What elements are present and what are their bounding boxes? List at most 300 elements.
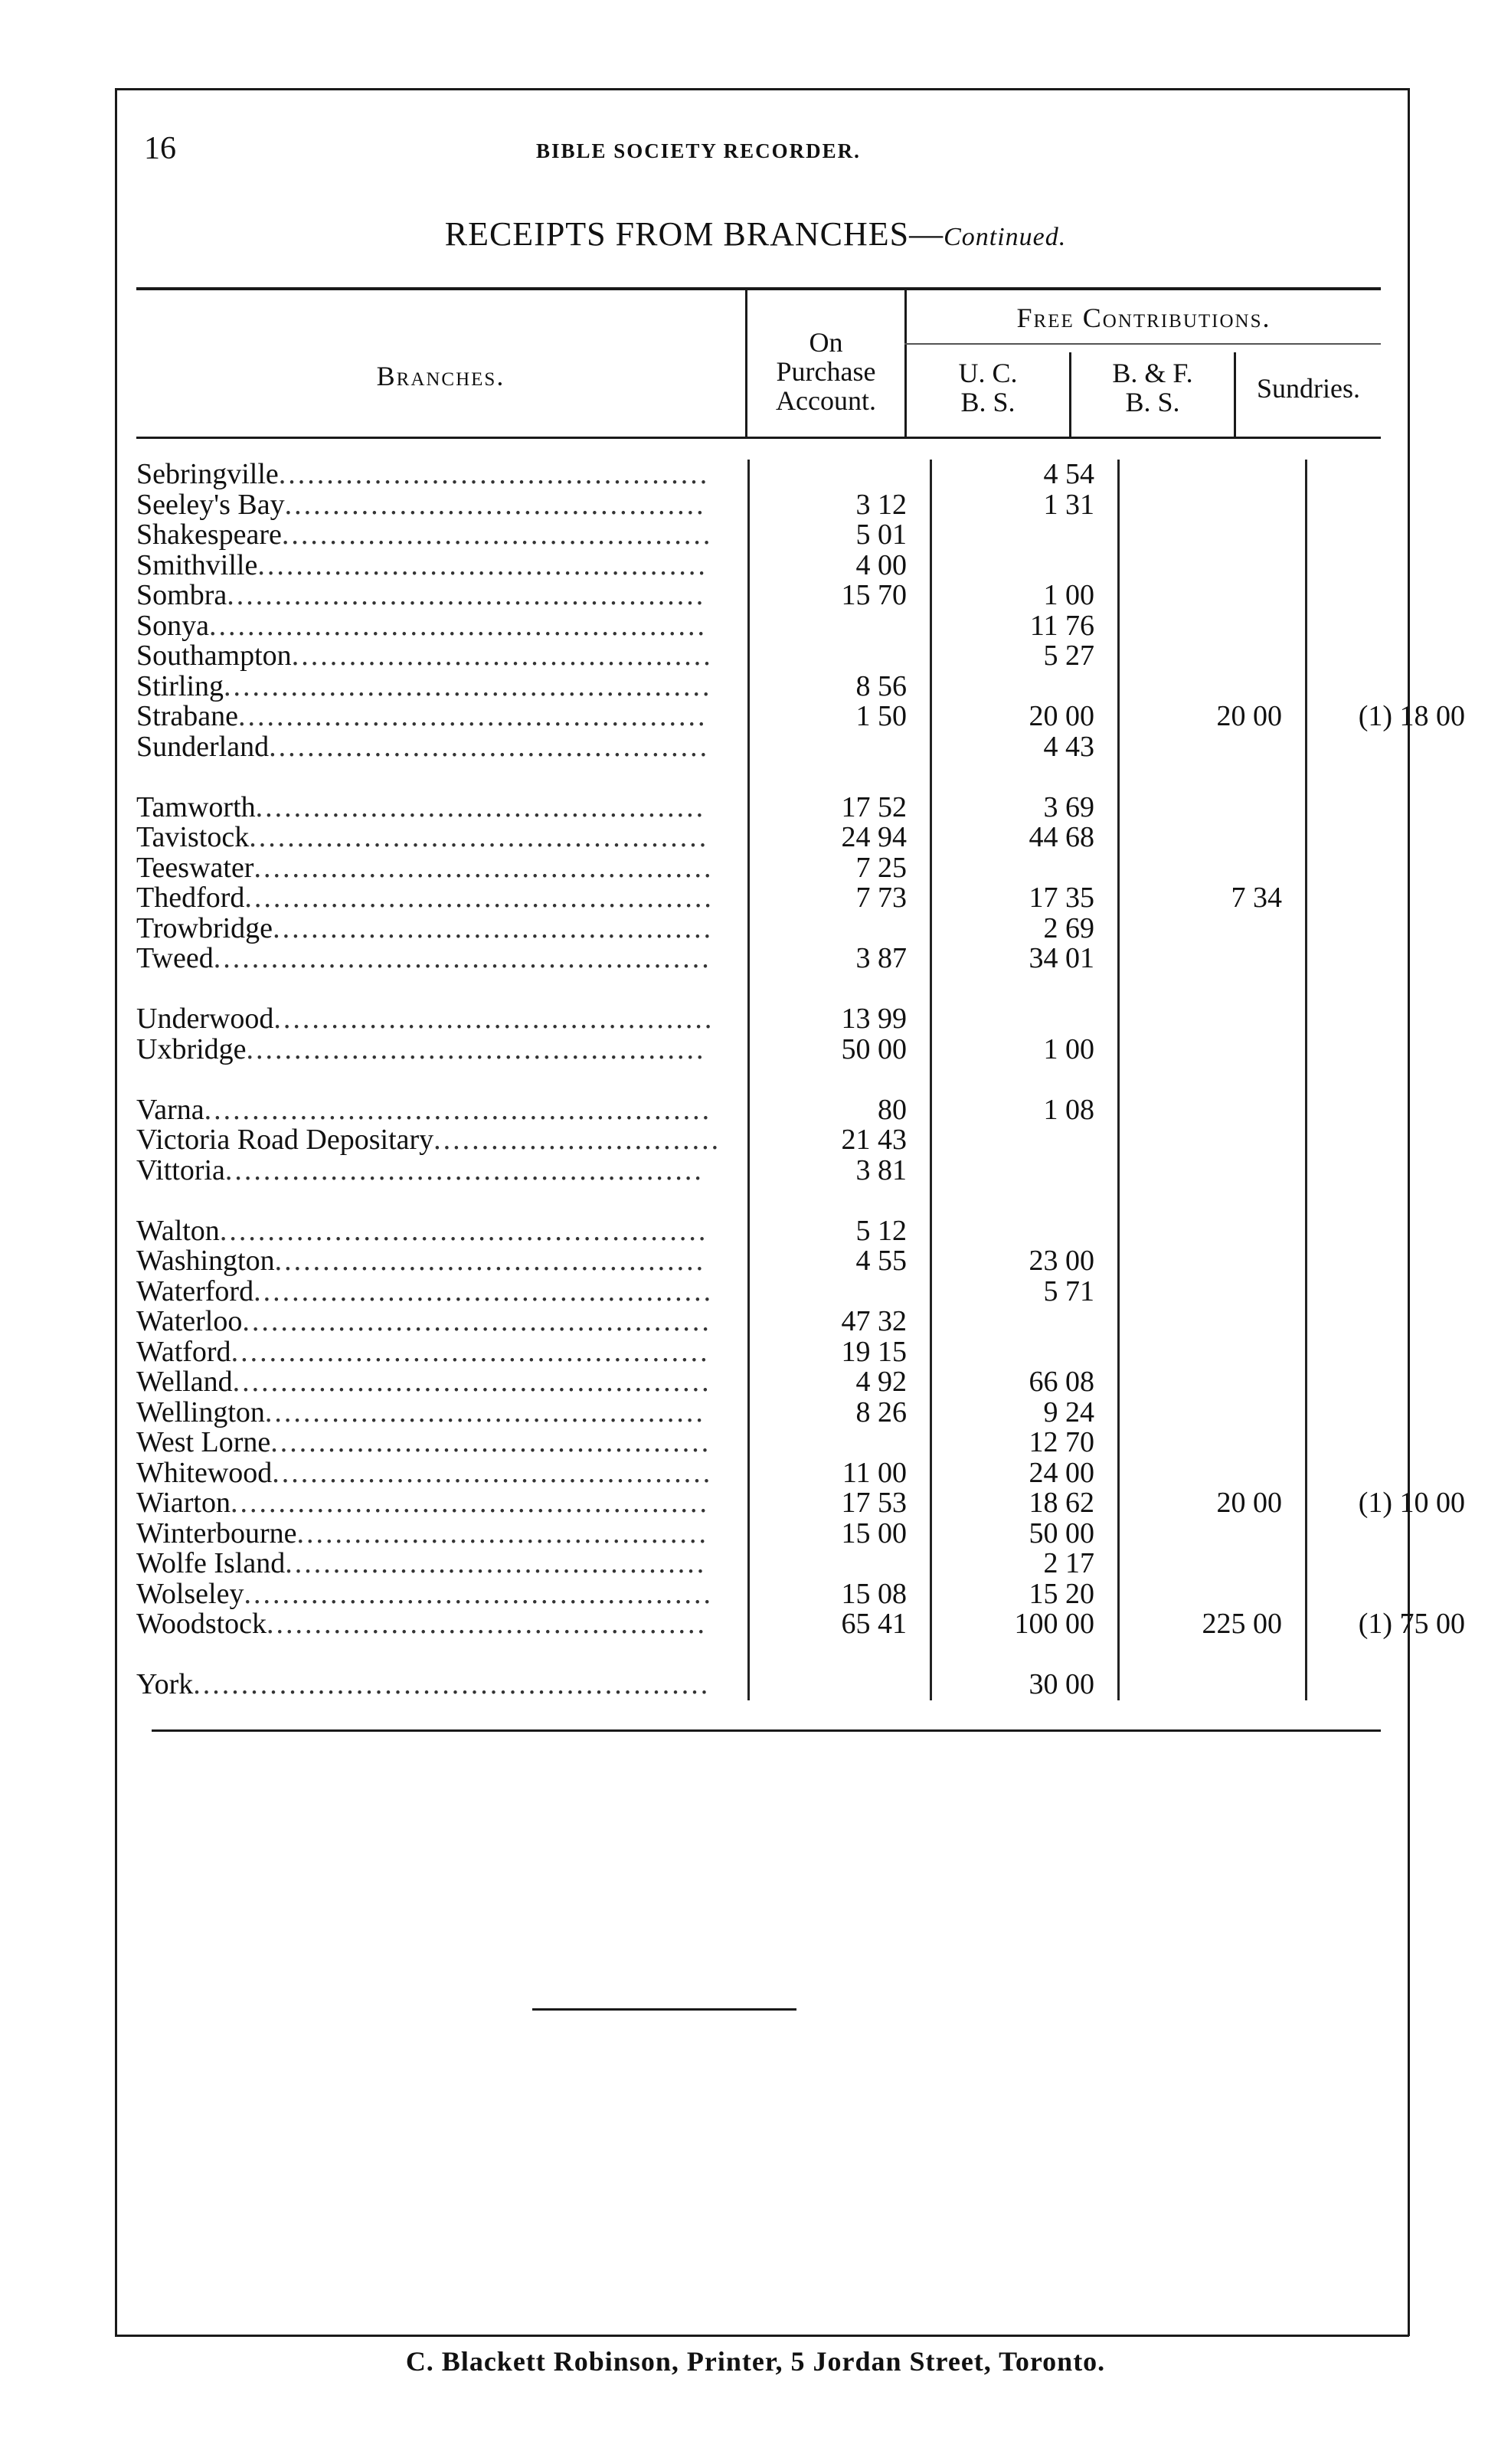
sundries-cell [1307,551,1489,581]
branch-cell [136,1216,749,1247]
section-title-main: RECEIPTS FROM BRANCHES— [444,215,944,253]
table-row [136,1337,1488,1368]
purchase-cell: 8 56 [749,672,931,702]
ucbs-cell: 4 43 [931,732,1119,763]
sundries-cell [1307,1670,1489,1700]
sundries-cell [1307,883,1489,914]
bfbs-cell [1119,1095,1307,1126]
purchase-cell: 13 99 [749,1004,931,1035]
leader-dots: .................................................... [213,944,711,974]
group-spacer [136,762,1488,793]
column-bfbs [1071,358,1234,417]
bfbs-cell [1119,1307,1307,1337]
table-row [136,1125,1488,1156]
leader-dots: ................................................. [237,702,708,732]
spacer-cell [136,974,749,1005]
spacer-cell [1307,762,1489,793]
branch-name: Southampton [136,641,292,672]
branch-name: Trowbridge [136,913,273,944]
sundries-cell [1307,1004,1489,1035]
section-title [0,214,1511,254]
branch-name: Stirling [136,671,224,702]
table-row [136,1035,1488,1065]
sundries-cell [1307,1307,1489,1337]
table-row [136,823,1488,853]
ucbs-cell [931,1004,1119,1035]
branch-cell [136,853,749,884]
leader-dots: .............................................. [273,1004,715,1035]
branch-cell [136,490,749,521]
bfbs-cell: 20 00 [1119,702,1307,732]
leader-dots: ................................................ [246,1034,706,1065]
purchase-cell [749,1277,931,1307]
purchase-cell: 15 70 [749,581,931,611]
bfbs-cell [1119,641,1307,672]
ucbs-cell: 1 00 [931,581,1119,611]
table-row [136,490,1488,521]
column-ucbs-line1: U. C. [958,358,1018,388]
sundries-cell [1307,1458,1489,1489]
sundries-cell: (1) 75 00 [1307,1609,1489,1640]
purchase-cell: 8 26 [749,1398,931,1428]
branch-name: Welland [136,1367,233,1398]
sundries-cell [1307,1519,1489,1549]
branch-cell [136,1307,749,1337]
purchase-cell: 11 00 [749,1458,931,1489]
leader-dots: .................................................. [232,1367,711,1398]
table-row [136,883,1488,914]
branch-cell [136,1035,749,1065]
branch-cell [136,1609,749,1640]
branch-name: Thedford [136,883,245,914]
purchase-cell: 3 87 [749,944,931,974]
ucbs-cell: 20 00 [931,702,1119,732]
ucbs-cell: 5 71 [931,1277,1119,1307]
spacer-cell [1119,1065,1307,1095]
ucbs-cell: 2 17 [931,1549,1119,1579]
purchase-cell [749,732,931,763]
branch-cell [136,1398,749,1428]
sundries-cell [1307,793,1489,823]
spacer-cell [1307,1186,1489,1216]
branch-cell [136,883,749,914]
bfbs-cell [1119,1035,1307,1065]
group-spacer [136,1186,1488,1216]
spacer-cell [136,1065,749,1095]
bfbs-cell [1119,1246,1307,1277]
spacer-cell [931,762,1119,793]
spacer-cell [931,1065,1119,1095]
bfbs-cell [1119,672,1307,702]
column-ucbs-line2: B. S. [960,387,1016,417]
bfbs-cell [1119,944,1307,974]
spacer-cell [749,1065,931,1095]
leader-dots: ................................................... [224,671,712,702]
ucbs-cell [931,1216,1119,1247]
purchase-cell: 19 15 [749,1337,931,1368]
spacer-cell [136,1640,749,1670]
purchase-cell: 7 25 [749,853,931,884]
branch-cell [136,1004,749,1035]
ucbs-cell: 2 69 [931,914,1119,944]
sundries-cell [1307,520,1489,551]
bfbs-cell [1119,732,1307,763]
leader-dots: .............................................. [267,1609,708,1640]
sundries-cell [1307,1337,1489,1368]
purchase-cell: 17 53 [749,1488,931,1519]
branch-name: Wolseley [136,1579,244,1609]
receipts-table [136,460,1488,1700]
branch-cell [136,520,749,551]
sundries-cell [1307,823,1489,853]
purchase-cell: 3 81 [749,1156,931,1186]
spacer-cell [1119,762,1307,793]
column-bfbs-line1: B. & F. [1112,358,1193,388]
table-row [136,641,1488,672]
group-spacer [136,1640,1488,1670]
bfbs-cell [1119,581,1307,611]
table-row [136,1156,1488,1186]
column-on-purchase-line3: Account. [776,385,876,416]
purchase-cell: 15 00 [749,1519,931,1549]
branch-cell [136,1670,749,1700]
branch-name: Tamworth [136,792,256,823]
section-title-continued: Continued. [944,223,1067,251]
branch-name: Varna [136,1095,204,1125]
bfbs-cell [1119,1579,1307,1610]
branch-cell [136,581,749,611]
branch-cell [136,1156,749,1186]
group-spacer [136,1065,1488,1095]
leader-dots: .................................................. [224,1155,704,1186]
spacer-cell [1307,1640,1489,1670]
bfbs-cell [1119,1458,1307,1489]
leader-dots: .................................................. [231,1337,710,1367]
sundries-cell [1307,914,1489,944]
purchase-cell [749,914,931,944]
sundries-cell [1307,611,1489,642]
group-spacer [136,974,1488,1005]
bfbs-cell [1119,1216,1307,1247]
leader-dots: .............................................. [273,913,714,944]
ucbs-cell [931,1156,1119,1186]
branch-cell [136,1428,749,1458]
branch-cell [136,1488,749,1519]
leader-dots: .................................................. [227,581,706,611]
table-row [136,672,1488,702]
bfbs-cell [1119,1337,1307,1368]
bfbs-cell [1119,914,1307,944]
spacer-cell [931,974,1119,1005]
table-row [136,702,1488,732]
branch-name: Vittoria [136,1155,225,1186]
sundries-cell [1307,1246,1489,1277]
sundries-cell [1307,944,1489,974]
branch-cell [136,551,749,581]
ucbs-cell: 44 68 [931,823,1119,853]
column-bfbs-line2: B. S. [1125,387,1180,417]
bfbs-cell [1119,1277,1307,1307]
table-row [136,1579,1488,1610]
branch-cell [136,611,749,642]
table-row [136,1216,1488,1247]
table-row [136,1277,1488,1307]
branch-cell [136,944,749,974]
table-row [136,460,1488,490]
branch-name: Smithville [136,550,258,581]
ucbs-cell: 30 00 [931,1670,1119,1700]
ucbs-cell: 1 31 [931,490,1119,521]
table-row [136,1307,1488,1337]
branch-cell [136,1579,749,1610]
column-on-purchase [747,328,904,415]
table-row [136,732,1488,763]
branch-name: Seeley's Bay [136,489,285,520]
branch-name: West Lorne [136,1428,271,1458]
branch-cell [136,1458,749,1489]
purchase-cell: 3 12 [749,490,931,521]
spacer-cell [1307,974,1489,1005]
spacer-cell [749,974,931,1005]
table-row [136,1609,1488,1640]
purchase-cell: 4 00 [749,551,931,581]
bfbs-cell [1119,1549,1307,1579]
ucbs-cell [931,672,1119,702]
bfbs-cell [1119,520,1307,551]
leader-dots: .................................................... [209,610,707,641]
page-number: 16 [144,131,176,166]
ucbs-cell: 24 00 [931,1458,1119,1489]
purchase-cell [749,460,931,490]
sundries-cell [1307,490,1489,521]
branch-cell [136,460,749,490]
sundries-cell [1307,672,1489,702]
leader-dots: .................................................. [230,1488,709,1519]
leader-dots: .............................................. [269,731,710,762]
leader-dots: .............................. [433,1125,721,1156]
spacer-cell [1119,1186,1307,1216]
branch-name: Sombra [136,581,227,611]
purchase-cell: 5 12 [749,1216,931,1247]
receipts-table-body [136,460,1488,1700]
ucbs-cell [931,1125,1119,1156]
sundries-cell: (1) 10 00 [1307,1488,1489,1519]
ucbs-cell [931,1307,1119,1337]
purchase-cell: 7 73 [749,883,931,914]
bfbs-cell: 7 34 [1119,883,1307,914]
bfbs-cell [1119,793,1307,823]
bfbs-cell [1119,490,1307,521]
table-row [136,1519,1488,1549]
bfbs-cell [1119,551,1307,581]
branch-name: Waterford [136,1276,254,1307]
branch-name: Sunderland [136,731,270,762]
spacer-cell [1119,1640,1307,1670]
branch-name: Strabane [136,702,238,732]
spacer-cell [136,1186,749,1216]
ucbs-cell [931,520,1119,551]
purchase-cell [749,611,931,642]
sundries-cell [1307,581,1489,611]
table-row [136,1670,1488,1700]
sundries-cell [1307,460,1489,490]
branch-name: Shakespeare [136,520,282,551]
sundries-cell [1307,853,1489,884]
top-rule [115,88,1409,90]
table-row [136,1549,1488,1579]
journal-title: BIBLE SOCIETY RECORDER. [536,139,861,162]
spacer-cell [1307,1065,1489,1095]
table-row [136,853,1488,884]
branch-name: Wiarton [136,1488,231,1519]
purchase-cell: 80 [749,1095,931,1126]
branch-cell [136,1367,749,1398]
sundries-cell [1307,1428,1489,1458]
branch-cell [136,702,749,732]
ucbs-cell: 17 35 [931,883,1119,914]
branch-name: Watford [136,1337,231,1367]
ucbs-cell: 50 00 [931,1519,1119,1549]
spacer-cell [1119,974,1307,1005]
bfbs-cell [1119,1670,1307,1700]
bfbs-cell [1119,460,1307,490]
leader-dots: ............................................. [281,520,713,551]
leader-dots: ............................................ [284,489,706,520]
table-end-rule [152,1729,1381,1732]
bfbs-cell [1119,1156,1307,1186]
sundries-cell [1307,1125,1489,1156]
ucbs-cell: 18 62 [931,1488,1119,1519]
leader-dots: ...................................................... [193,1670,711,1700]
sundries-cell [1307,1398,1489,1428]
leader-dots: ................................................... [219,1216,708,1246]
column-free-contributions: Free Contributions. [1016,303,1271,333]
branch-name: Whitewood [136,1458,273,1488]
branch-name: Winterbourne [136,1518,297,1549]
spacer-cell [931,1640,1119,1670]
ucbs-cell: 34 01 [931,944,1119,974]
spacer-cell [749,1186,931,1216]
branch-name: Tweed [136,944,214,974]
leader-dots: ............................................ [285,1549,707,1579]
purchase-cell: 24 94 [749,823,931,853]
header-top-rule [136,287,1381,290]
branch-name: Woodstock [136,1609,267,1640]
table-row [136,520,1488,551]
header-bottom-rule [136,437,1381,439]
table-row [136,551,1488,581]
purchase-cell [749,1670,931,1700]
ucbs-cell: 12 70 [931,1428,1119,1458]
purchase-cell [749,1549,931,1579]
leader-dots: ................................................ [253,852,714,883]
ucbs-cell: 1 00 [931,1035,1119,1065]
table-row [136,1095,1488,1126]
branch-cell [136,641,749,672]
branch-name: Teeswater [136,852,254,883]
column-on-purchase-line1: On [809,327,843,358]
leader-dots: .............................................. [270,1428,711,1458]
table-row [136,1428,1488,1458]
branch-name: Victoria Road Depositary [136,1125,434,1156]
spacer-cell [749,1640,931,1670]
branch-name: Waterloo [136,1307,243,1337]
bfbs-cell [1119,1428,1307,1458]
ucbs-cell: 3 69 [931,793,1119,823]
purchase-cell: 47 32 [749,1307,931,1337]
leader-dots: ................................................ [253,1276,714,1307]
purchase-cell: 50 00 [749,1035,931,1065]
purchase-cell: 4 55 [749,1246,931,1277]
table-row [136,1458,1488,1489]
bfbs-cell [1119,853,1307,884]
table-row [136,1004,1488,1035]
bfbs-cell [1119,1367,1307,1398]
ucbs-cell: 100 00 [931,1609,1119,1640]
table-row [136,1488,1488,1519]
purchase-cell [749,1428,931,1458]
branch-name: Uxbridge [136,1034,247,1065]
free-contributions-rule [904,343,1381,345]
purchase-cell: 5 01 [749,520,931,551]
branch-cell [136,1095,749,1126]
sundries-cell [1307,1035,1489,1065]
leader-dots: ............................................. [274,1246,706,1277]
table-row [136,1246,1488,1277]
branch-name: Wellington [136,1397,265,1428]
table-row [136,611,1488,642]
branch-cell [136,1246,749,1277]
ucbs-cell: 4 54 [931,460,1119,490]
separator-rule [532,2008,796,2011]
ucbs-cell [931,853,1119,884]
printer-imprint: C. Blackett Robinson, Printer, 5 Jordan Street, Toronto. [405,2346,1106,2377]
bottom-rule [115,2335,1409,2337]
left-border [115,88,117,2336]
table-row [136,1367,1488,1398]
branch-cell [136,914,749,944]
leader-dots: ................................................. [242,1307,711,1337]
purchase-cell: 1 50 [749,702,931,732]
branch-cell [136,732,749,763]
table-row [136,581,1488,611]
bfbs-cell [1119,1004,1307,1035]
bfbs-cell: 20 00 [1119,1488,1307,1519]
bfbs-cell: 225 00 [1119,1609,1307,1640]
purchase-cell: 15 08 [749,1579,931,1610]
ucbs-cell: 66 08 [931,1367,1119,1398]
sundries-cell [1307,1579,1489,1610]
branch-name: Tavistock [136,823,250,853]
ucbs-cell [931,1337,1119,1368]
spacer-cell [136,762,749,793]
column-on-purchase-line2: Purchase [776,356,876,387]
branch-cell [136,793,749,823]
bfbs-cell [1119,611,1307,642]
purchase-cell [749,641,931,672]
branch-name: Wolfe Island [136,1549,286,1579]
ucbs-cell: 23 00 [931,1246,1119,1277]
branch-cell [136,1519,749,1549]
purchase-cell: 4 92 [749,1367,931,1398]
ucbs-cell: 11 76 [931,611,1119,642]
table-row [136,944,1488,974]
leader-dots: ............................................... [255,792,706,823]
branch-cell [136,1125,749,1156]
branch-cell [136,1337,749,1368]
sundries-cell [1307,1549,1489,1579]
bfbs-cell [1119,823,1307,853]
